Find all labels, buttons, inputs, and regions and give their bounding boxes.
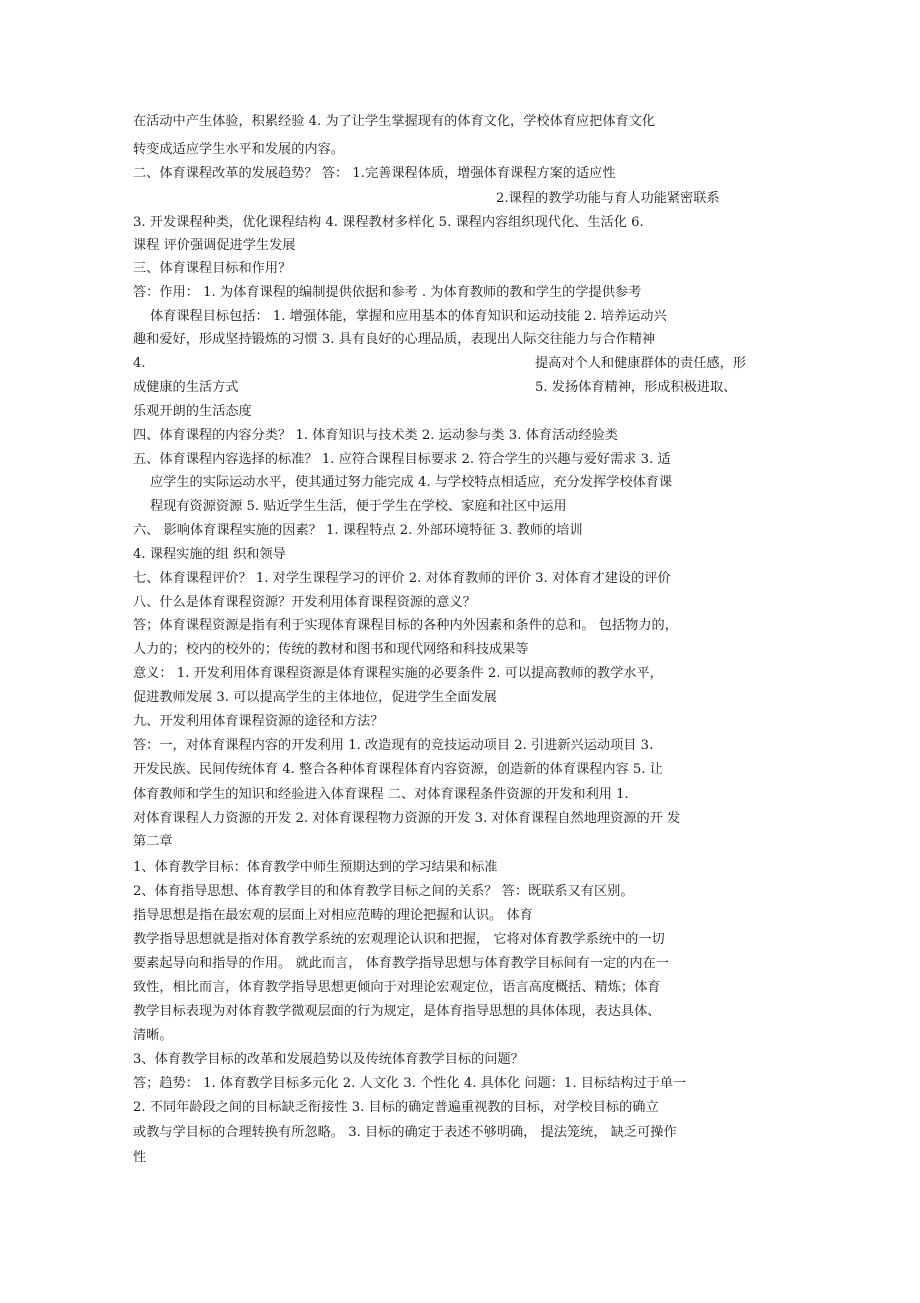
section-heading: 三、体育课程目标和作用？ xyxy=(133,261,292,276)
text-line: 促进教师发展 3. 可以提高学生的主体地位，促进学生全面发展 xyxy=(133,690,497,705)
text-line: 应学生的实际运动水平，使其通过努力能完成 4. 与学校特点相适应，充分发挥学校体育课 xyxy=(150,475,673,490)
text-line: 体育课程目标包括： 1. 增强体能，掌握和应用基本的体育知识和运动技能 2. 培养运动兴 xyxy=(150,309,667,324)
section-heading: 八、什么是体育课程资源？开发利用体育课程资源的意义？ xyxy=(133,595,476,610)
text-line: 2.课程的教学功能与育人功能紧密联系 xyxy=(496,191,720,206)
text-line: 在活动中产生体验，积累经验 4. 为了让学生掌握现有的体育文化，学校体育应把体育文化 xyxy=(133,114,656,129)
text-line: 对体育课程人力资源的开发 2. 对体育课程物力资源的开发 3. 对体育课程自然地理资源的开 发 xyxy=(133,811,681,826)
chapter-heading: 第二章 xyxy=(133,834,173,849)
section-heading: 二、体育课程改革的发展趋势？ 答： 1.完善课程体质，增强体育课程方案的适应性 xyxy=(133,166,616,181)
text-line: 答；体育课程资源是指有利于实现体育课程目标的各种内外因素和条件的总和。 包括物力的， xyxy=(133,618,678,633)
text-line: 1、体育教学目标：体育教学中师生预期达到的学习结果和标准 xyxy=(133,860,498,875)
text-line: 成健康的生活方式 xyxy=(133,380,239,395)
text-line: 致性，相比而言，体育教学指导思想更倾向于对理论宏观定位，语言高度概括、精炼；体育 xyxy=(133,980,661,995)
text-line: 课程 评价强调促进学生发展 xyxy=(133,238,296,253)
text-line: 4. xyxy=(133,356,146,371)
text-line: 2、体育指导思想、体育教学目的和体育教学目标之间的关系？ 答：既联系又有区别。 xyxy=(133,884,634,899)
text-line: 或教与学目标的合理转换有所忽略。 3. 目标的确定于表述不够明确， 提法笼统， 缺乏可操作 xyxy=(133,1125,677,1140)
text-line: 2. 不同年龄段之间的目标缺乏衔接性 3. 目标的确定普遍重视教的目标，对学校目标的确立 xyxy=(133,1100,659,1115)
text-line: 人力的；校内的校外的；传统的教材和图书和现代网络和科技成果等 xyxy=(133,642,529,657)
text-line: 体育教师和学生的知识和经验进入体育课程 二、对体育课程条件资源的开发和利用 1. xyxy=(133,787,629,802)
text-line: 5. 发扬体育精神，形成积极进取、 xyxy=(535,380,737,395)
text-line: 程现有资源资源 5. 贴近学生生活，便于学生在学校、家庭和社区中运用 xyxy=(150,499,567,514)
section-heading: 四、体育课程的内容分类？ 1. 体育知识与技术类 2. 运动参与类 3. 体育活动经验类 xyxy=(133,428,618,443)
text-line: 转变成适应学生水平和发展的内容。 xyxy=(133,142,344,157)
text-line: 乐观开朗的生活态度 xyxy=(133,404,252,419)
text-line: 3. 开发课程种类，优化课程结构 4. 课程教材多样化 5. 课程内容组织现代化、生活化 6. xyxy=(133,215,644,230)
text-line: 答：一，对体育课程内容的开发利用 1. 改造现有的竞技运动项目 2. 引进新兴运动项目 3. xyxy=(133,738,654,753)
text-line: 提高对个人和健康群体的责任感，形 xyxy=(535,356,746,371)
text-line: 要素起导向和指导的作用。 就此而言， 体育教学指导思想与体育教学目标间有一定的内在一 xyxy=(133,956,669,971)
section-heading: 3、体育教学目标的改革和发展趋势以及传统体育教学目标的问题？ xyxy=(133,1052,524,1067)
text-line: 答：作用： 1. 为体育课程的编制提供依据和参考 . 为体育教师的教和学生的学提供参考 xyxy=(133,285,642,300)
text-line: 意义： 1. 开发利用体育课程资源是体育课程实施的必要条件 2. 可以提高教师的教学水平， xyxy=(133,666,663,681)
section-heading: 七、体育课程评价？ 1. 对学生课程学习的评价 2. 对体育教师的评价 3. 对体育才建设的评价 xyxy=(133,571,671,586)
section-heading: 六、 影响体育课程实施的因素？ 1. 课程特点 2. 外部环境特征 3. 教师的培训 xyxy=(133,523,583,538)
text-line: 4. 课程实施的组 织和领导 xyxy=(133,547,286,562)
section-heading: 九、开发利用体育课程资源的途径和方法？ xyxy=(133,714,384,729)
text-line: 教学目标表现为对体育教学微观层面的行为规定，是体育指导思想的具体体现，表达具体、 xyxy=(133,1004,661,1019)
text-line: 开发民族、民间传统体育 4. 整合各种体育课程体育内容资源，创造新的体育课程内容 5. 让 xyxy=(133,762,663,777)
text-line: 趣和爱好，形成坚持锻炼的习惯 3. 具有良好的心理品质，表现出人际交往能力与合作精神 xyxy=(133,332,656,347)
text-line: 清晰。 xyxy=(133,1028,173,1043)
text-line: 答；趋势： 1. 体育教学目标多元化 2. 人文化 3. 个性化 4. 具体化 问题：1. 目标结构过于单一 xyxy=(133,1076,687,1091)
section-heading: 五、体育课程内容选择的标准？ 1. 应符合课程目标要求 2. 符合学生的兴趣与爱好需求 3. 适 xyxy=(133,452,671,467)
text-line: 指导思想是指在最宏观的层面上对相应范畴的理论把握和认识。 体育 xyxy=(133,908,533,923)
text-line: 性 xyxy=(133,1150,147,1165)
text-line: 教学指导思想就是指对体育教学系统的宏观理论认识和把握， 它将对体育教学系统中的一切 xyxy=(133,932,665,947)
